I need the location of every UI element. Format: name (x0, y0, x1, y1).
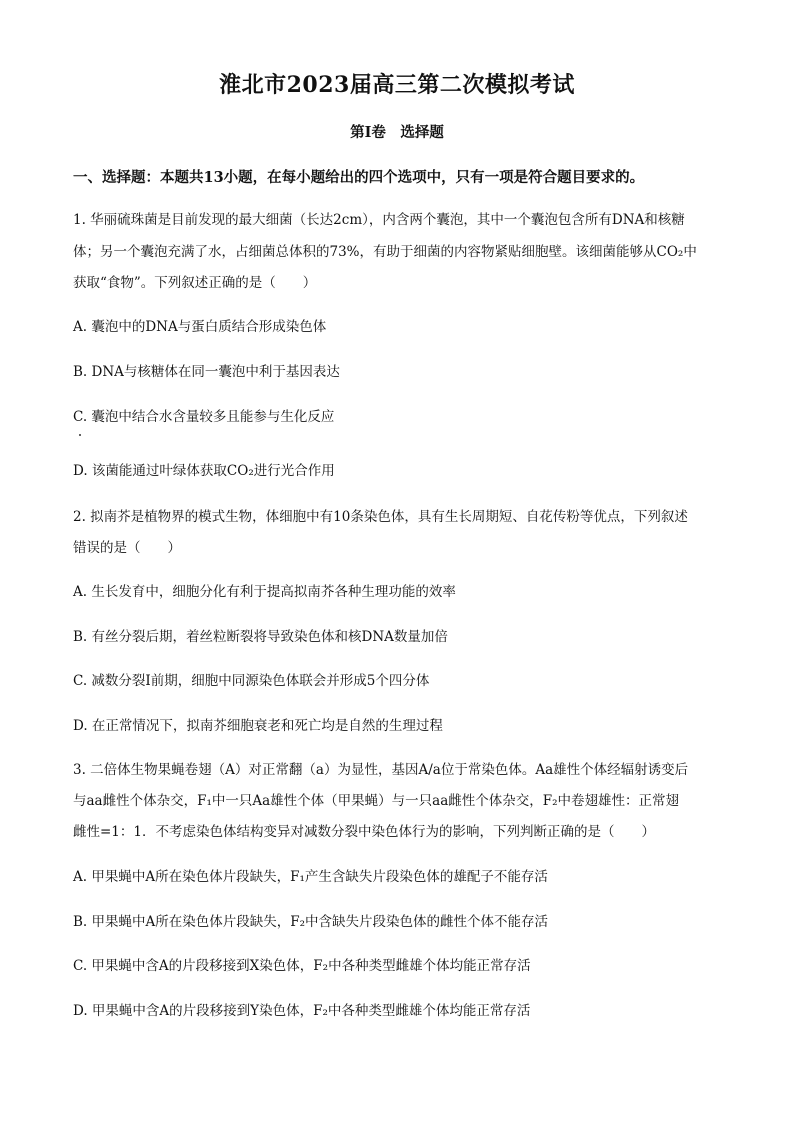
section-heading: 一、选择题：本题共13小题，在每小题给出的四个选项中，只有一项是符合题目要求的。 (73, 169, 645, 186)
question-3-option-b: B. 甲果蝇中A所在染色体片段缺失，F₂中含缺失片段染色体的雌性个体不能存活 (73, 914, 549, 930)
question-3-stem-line-3: 雌性=1：1．不考虑染色体结构变异对减数分裂中染色体行为的影响，下列判断正确的是（ ） (73, 824, 655, 840)
question-1-option-a: A. 囊泡中的DNA与蛋白质结合形成染色体 (73, 319, 327, 335)
question-1-stem-line-1: 1. 华丽硫珠菌是目前发现的最大细菌（长达2cm），内含两个囊泡，其中一个囊泡包含所有DNA和核糖 (73, 212, 685, 228)
question-3-option-d: D. 甲果蝇中含A的片段移接到Y染色体，F₂中各种类型雌雄个体均能正常存活 (73, 1003, 531, 1019)
stray-mark (79, 434, 81, 436)
question-1-stem-line-2: 体；另一个囊泡充满了水，占细菌总体积的73%，有助于细菌的内容物紧贴细胞壁。该细菌能够从CO₂中 (73, 244, 697, 260)
question-1-option-b: B. DNA与核糖体在同一囊泡中利于基因表达 (73, 364, 340, 380)
question-1-option-d: D. 该菌能通过叶绿体获取CO₂进行光合作用 (73, 463, 335, 479)
question-2-stem-line-1: 2. 拟南芥是植物界的模式生物，体细胞中有10条染色体，具有生长周期短、自花传粉等优点，下列叙述 (73, 509, 688, 525)
question-2-stem-line-2: 错误的是（ ） (73, 540, 181, 556)
exam-title: 淮北市2023届高三第二次模拟考试 (219, 72, 575, 98)
question-3-stem-line-2: 与aa雌性个体杂交，F₁中一只Aa雄性个体（甲果蝇）与一只aa雌性个体杂交，F₂中卷翅雄性：正常翅 (73, 793, 680, 809)
question-3-stem-line-1: 3. 二倍体生物果蝇卷翅（A）对正常翻（a）为显性，基因A/a位于常染色体。Aa雄性个体经辐射诱变后 (73, 762, 689, 778)
question-1-stem-line-3: 获取“食物”。下列叙述正确的是（ ） (73, 275, 317, 291)
question-2-option-d: D. 在正常情况下，拟南芥细胞衰老和死亡均是自然的生理过程 (73, 718, 443, 734)
question-3-option-c: C. 甲果蝇中含A的片段移接到X染色体，F₂中各种类型雌雄个体均能正常存活 (73, 958, 531, 974)
question-2-option-c: C. 减数分裂I前期，细胞中同源染色体联会并形成5个四分体 (73, 673, 430, 689)
exam-subtitle: 第I卷 选择题 (350, 124, 444, 141)
question-3-option-a: A. 甲果蝇中A所在染色体片段缺失，F₁产生含缺失片段染色体的雄配子不能存活 (73, 869, 548, 885)
question-2-option-b: B. 有丝分裂后期，着丝粒断裂将导致染色体和核DNA数量加倍 (73, 629, 448, 645)
question-2-option-a: A. 生长发育中，细胞分化有利于提高拟南芥各种生理功能的效率 (73, 584, 456, 600)
question-1-option-c: C. 囊泡中结合水含量较多且能参与生化反应 (73, 409, 335, 425)
